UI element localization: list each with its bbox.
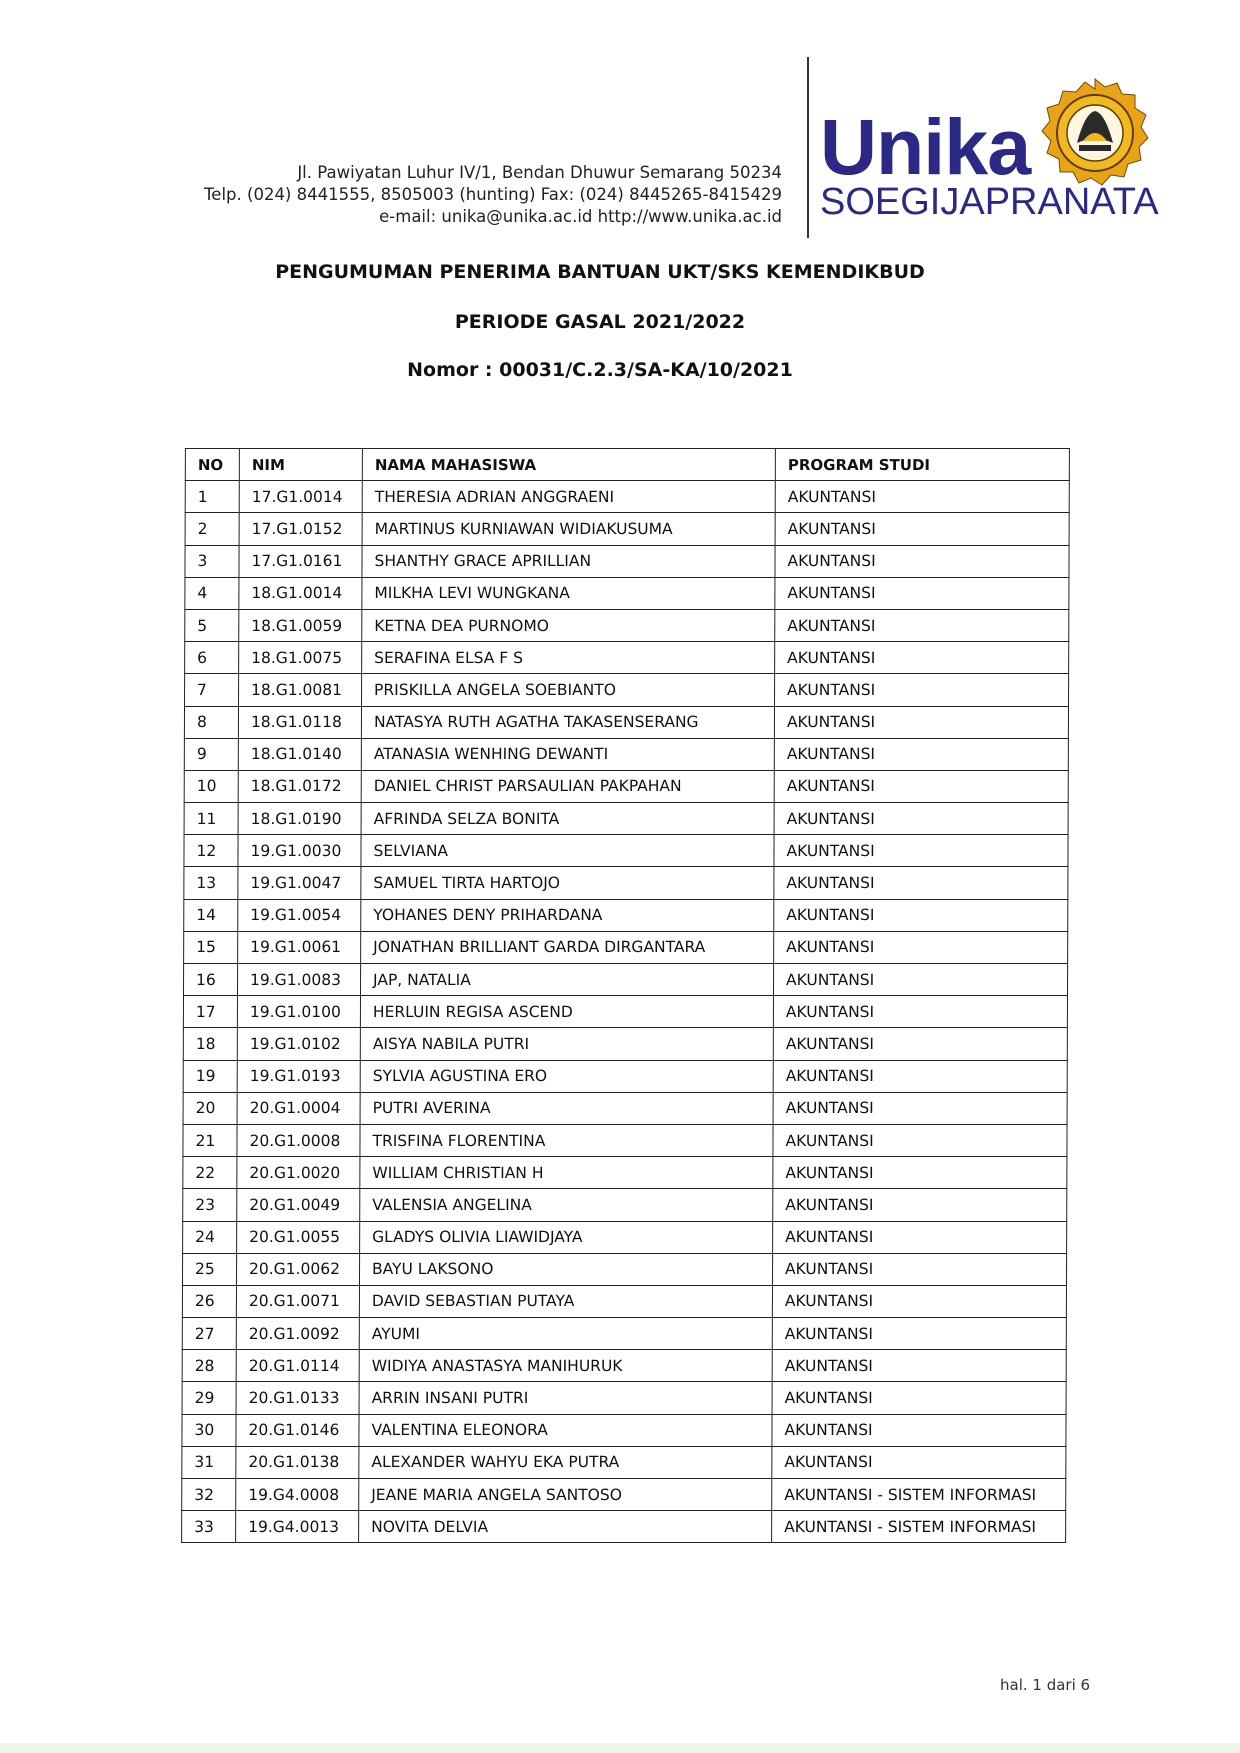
- recipients-table: [181, 448, 1070, 1543]
- table-row: [183, 1221, 1067, 1253]
- cell-name: VALENTINA ELEONORA: [359, 1414, 772, 1446]
- cell-program: AKUNTANSI: [774, 803, 1068, 835]
- cell-nim: 20.G1.0146: [236, 1414, 359, 1446]
- cell-program: AKUNTANSI: [772, 1382, 1066, 1414]
- table-row: [184, 738, 1068, 770]
- cell-no: 11: [184, 803, 238, 835]
- cell-program: AKUNTANSI: [772, 1350, 1066, 1382]
- cell-program: AKUNTANSI: [775, 545, 1069, 577]
- cell-name: HERLUIN REGISA ASCEND: [360, 996, 773, 1028]
- cell-nim: 18.G1.0190: [238, 803, 361, 835]
- cell-no: 21: [183, 1124, 237, 1156]
- cell-name: ALEXANDER WAHYU EKA PUTRA: [359, 1446, 772, 1478]
- cell-no: 27: [182, 1318, 236, 1350]
- university-seal-icon: [1040, 78, 1150, 188]
- table-row: [182, 1318, 1066, 1350]
- table-row: [184, 867, 1068, 899]
- cell-nim: 19.G4.0013: [236, 1511, 359, 1543]
- table-row: [184, 706, 1068, 738]
- cell-no: 30: [182, 1414, 236, 1446]
- cell-nim: 19.G1.0047: [238, 867, 361, 899]
- table-row: [182, 1253, 1066, 1285]
- table-body: [182, 481, 1070, 1543]
- cell-no: 15: [184, 931, 238, 963]
- col-header-name: NAMA MAHASISWA: [362, 449, 775, 481]
- table-row: [185, 577, 1069, 609]
- table-row: [184, 770, 1068, 802]
- cell-program: AKUNTANSI: [773, 1189, 1067, 1221]
- cell-no: 23: [183, 1189, 237, 1221]
- cell-program: AKUNTANSI: [775, 674, 1069, 706]
- cell-nim: 19.G1.0054: [238, 899, 361, 931]
- cell-program: AKUNTANSI: [772, 1253, 1066, 1285]
- cell-name: SERAFINA ELSA F S: [362, 642, 775, 674]
- cell-nim: 19.G1.0193: [237, 1060, 360, 1092]
- cell-nim: 17.G1.0014: [239, 481, 362, 513]
- cell-program: AKUNTANSI: [773, 1092, 1067, 1124]
- table-row: [183, 996, 1067, 1028]
- cell-program: AKUNTANSI: [773, 1028, 1067, 1060]
- cell-no: 20: [183, 1092, 237, 1124]
- col-header-nim: NIM: [239, 449, 362, 481]
- cell-program: AKUNTANSI: [773, 996, 1067, 1028]
- cell-name: AFRINDA SELZA BONITA: [361, 803, 774, 835]
- table-row: [185, 642, 1069, 674]
- cell-program: AKUNTANSI: [773, 1060, 1067, 1092]
- cell-program: AKUNTANSI: [774, 931, 1068, 963]
- cell-program: AKUNTANSI: [774, 706, 1068, 738]
- table-row: [184, 964, 1068, 996]
- cell-no: 14: [184, 899, 238, 931]
- cell-no: 28: [182, 1350, 236, 1382]
- logo-wordmark: Unika: [820, 102, 1031, 191]
- table-header-row: [185, 449, 1069, 481]
- table-row: [182, 1446, 1066, 1478]
- cell-no: 10: [184, 770, 238, 802]
- cell-program: AKUNTANSI: [774, 770, 1068, 802]
- cell-nim: 20.G1.0055: [237, 1221, 360, 1253]
- table-row: [185, 674, 1069, 706]
- cell-nim: 20.G1.0008: [237, 1124, 360, 1156]
- cell-nim: 20.G1.0049: [237, 1189, 360, 1221]
- table-row: [183, 1092, 1067, 1124]
- cell-no: 25: [182, 1253, 236, 1285]
- cell-nim: 20.G1.0062: [236, 1253, 359, 1285]
- table-row: [185, 481, 1069, 513]
- cell-name: NOVITA DELVIA: [359, 1511, 772, 1543]
- address-line-1: Jl. Pawiyatan Luhur IV/1, Bendan Dhuwur Semarang 50234: [297, 163, 782, 182]
- cell-no: 16: [184, 964, 238, 996]
- cell-no: 18: [183, 1028, 237, 1060]
- cell-nim: 17.G1.0152: [239, 513, 362, 545]
- table-row: [182, 1479, 1066, 1511]
- cell-no: 22: [183, 1157, 237, 1189]
- cell-program: AKUNTANSI: [774, 964, 1068, 996]
- cell-nim: 20.G1.0004: [237, 1092, 360, 1124]
- cell-no: 17: [183, 996, 237, 1028]
- cell-no: 13: [184, 867, 238, 899]
- cell-name: BAYU LAKSONO: [359, 1253, 772, 1285]
- table-row: [183, 1060, 1067, 1092]
- cell-no: 9: [184, 738, 238, 770]
- table-row: [184, 931, 1068, 963]
- cell-no: 26: [182, 1285, 236, 1317]
- cell-nim: 18.G1.0075: [239, 642, 362, 674]
- table-row: [182, 1382, 1066, 1414]
- page-number: hal. 1 dari 6: [1000, 1676, 1091, 1694]
- table-row: [184, 803, 1068, 835]
- period-title: PERIODE GASAL 2021/2022: [454, 311, 746, 333]
- cell-name: DANIEL CHRIST PARSAULIAN PAKPAHAN: [361, 770, 774, 802]
- cell-no: 1: [185, 481, 239, 513]
- table-row: [184, 899, 1068, 931]
- col-header-no: NO: [185, 449, 239, 481]
- cell-nim: 19.G1.0061: [238, 931, 361, 963]
- table-row: [183, 1189, 1067, 1221]
- cell-no: 8: [184, 706, 238, 738]
- cell-name: JONATHAN BRILLIANT GARDA DIRGANTARA: [361, 931, 774, 963]
- cell-name: SAMUEL TIRTA HARTOJO: [361, 867, 774, 899]
- scan-edge: [0, 1743, 1240, 1753]
- cell-program: AKUNTANSI: [775, 513, 1069, 545]
- cell-name: JAP, NATALIA: [361, 964, 774, 996]
- cell-name: NATASYA RUTH AGATHA TAKASENSERANG: [361, 706, 774, 738]
- table-row: [184, 835, 1068, 867]
- cell-no: 24: [183, 1221, 237, 1253]
- cell-program: AKUNTANSI: [775, 481, 1069, 513]
- institution-address: [150, 162, 782, 228]
- cell-name: THERESIA ADRIAN ANGGRAENI: [362, 481, 775, 513]
- announcement-title: PENGUMUMAN PENERIMA BANTUAN UKT/SKS KEMENDIKBUD: [275, 261, 925, 283]
- cell-program: AKUNTANSI: [775, 609, 1069, 641]
- table-row: [185, 609, 1069, 641]
- cell-nim: 18.G1.0118: [238, 706, 361, 738]
- cell-nim: 18.G1.0014: [239, 577, 362, 609]
- cell-name: ATANASIA WENHING DEWANTI: [361, 738, 774, 770]
- cell-no: 5: [185, 609, 239, 641]
- cell-program: AKUNTANSI: [775, 577, 1069, 609]
- cell-nim: 18.G1.0172: [238, 770, 361, 802]
- cell-no: 32: [182, 1479, 236, 1511]
- cell-no: 3: [185, 545, 239, 577]
- cell-nim: 20.G1.0071: [236, 1285, 359, 1317]
- table-row: [183, 1124, 1067, 1156]
- cell-no: 4: [185, 577, 239, 609]
- cell-no: 19: [183, 1060, 237, 1092]
- cell-program: AKUNTANSI: [772, 1285, 1066, 1317]
- cell-nim: 19.G1.0100: [237, 996, 360, 1028]
- cell-nim: 20.G1.0020: [237, 1157, 360, 1189]
- cell-name: KETNA DEA PURNOMO: [362, 609, 775, 641]
- cell-name: DAVID SEBASTIAN PUTAYA: [359, 1285, 772, 1317]
- cell-nim: 19.G4.0008: [236, 1479, 359, 1511]
- cell-nim: 17.G1.0161: [239, 545, 362, 577]
- cell-no: 12: [184, 835, 238, 867]
- cell-nim: 19.G1.0083: [238, 964, 361, 996]
- cell-nim: 20.G1.0092: [236, 1318, 359, 1350]
- table-row: [182, 1285, 1066, 1317]
- cell-nim: 19.G1.0102: [237, 1028, 360, 1060]
- table-row: [183, 1028, 1067, 1060]
- cell-name: YOHANES DENY PRIHARDANA: [361, 899, 774, 931]
- table-row: [185, 545, 1069, 577]
- table-row: [182, 1414, 1066, 1446]
- cell-name: JEANE MARIA ANGELA SANTOSO: [359, 1479, 772, 1511]
- cell-program: AKUNTANSI: [772, 1318, 1066, 1350]
- cell-no: 33: [182, 1511, 236, 1543]
- cell-name: TRISFINA FLORENTINA: [360, 1124, 773, 1156]
- cell-name: AYUMI: [359, 1318, 772, 1350]
- document-number: Nomor : 00031/C.2.3/SA-KA/10/2021: [407, 359, 793, 381]
- cell-name: ARRIN INSANI PUTRI: [359, 1382, 772, 1414]
- cell-nim: 20.G1.0114: [236, 1350, 359, 1382]
- cell-nim: 20.G1.0138: [236, 1446, 359, 1478]
- cell-no: 31: [182, 1446, 236, 1478]
- cell-no: 6: [185, 642, 239, 674]
- address-line-3: e-mail: unika@unika.ac.id http://www.unika.ac.id: [379, 207, 782, 226]
- table-row: [183, 1157, 1067, 1189]
- cell-nim: 19.G1.0030: [238, 835, 361, 867]
- cell-nim: 18.G1.0140: [238, 738, 361, 770]
- cell-program: AKUNTANSI: [773, 1221, 1067, 1253]
- cell-name: WILLIAM CHRISTIAN H: [360, 1157, 773, 1189]
- cell-name: SHANTHY GRACE APRILLIAN: [362, 545, 775, 577]
- cell-nim: 18.G1.0059: [239, 609, 362, 641]
- table-row: [182, 1511, 1066, 1543]
- cell-name: VALENSIA ANGELINA: [360, 1189, 773, 1221]
- cell-program: AKUNTANSI: [774, 835, 1068, 867]
- cell-name: SYLVIA AGUSTINA ERO: [360, 1060, 773, 1092]
- cell-name: WIDIYA ANASTASYA MANIHURUK: [359, 1350, 772, 1382]
- cell-nim: 18.G1.0081: [239, 674, 362, 706]
- cell-name: PRISKILLA ANGELA SOEBIANTO: [362, 674, 775, 706]
- cell-program: AKUNTANSI: [774, 738, 1068, 770]
- cell-name: MARTINUS KURNIAWAN WIDIAKUSUMA: [362, 513, 775, 545]
- address-line-2: Telp. (024) 8441555, 8505003 (hunting) Fax: (024) 8445265-8415429: [204, 185, 782, 204]
- cell-name: MILKHA LEVI WUNGKANA: [362, 577, 775, 609]
- cell-program: AKUNTANSI: [772, 1414, 1066, 1446]
- cell-program: AKUNTANSI - SISTEM INFORMASI: [772, 1511, 1066, 1543]
- cell-program: AKUNTANSI: [774, 899, 1068, 931]
- cell-no: 29: [182, 1382, 236, 1414]
- cell-program: AKUNTANSI: [774, 867, 1068, 899]
- table-row: [185, 513, 1069, 545]
- cell-program: AKUNTANSI - SISTEM INFORMASI: [772, 1479, 1066, 1511]
- col-header-program: PROGRAM STUDI: [775, 449, 1069, 481]
- cell-program: AKUNTANSI: [773, 1157, 1067, 1189]
- cell-nim: 20.G1.0133: [236, 1382, 359, 1414]
- cell-name: AISYA NABILA PUTRI: [360, 1028, 773, 1060]
- cell-program: AKUNTANSI: [775, 642, 1069, 674]
- cell-no: 7: [185, 674, 239, 706]
- table-row: [182, 1350, 1066, 1382]
- cell-no: 2: [185, 513, 239, 545]
- cell-program: AKUNTANSI: [773, 1124, 1067, 1156]
- logo-subtitle: SOEGIJAPRANATA: [820, 181, 1159, 223]
- cell-name: PUTRI AVERINA: [360, 1092, 773, 1124]
- cell-program: AKUNTANSI: [772, 1446, 1066, 1478]
- header-divider: [807, 57, 809, 238]
- cell-name: SELVIANA: [361, 835, 774, 867]
- cell-name: GLADYS OLIVIA LIAWIDJAYA: [360, 1221, 773, 1253]
